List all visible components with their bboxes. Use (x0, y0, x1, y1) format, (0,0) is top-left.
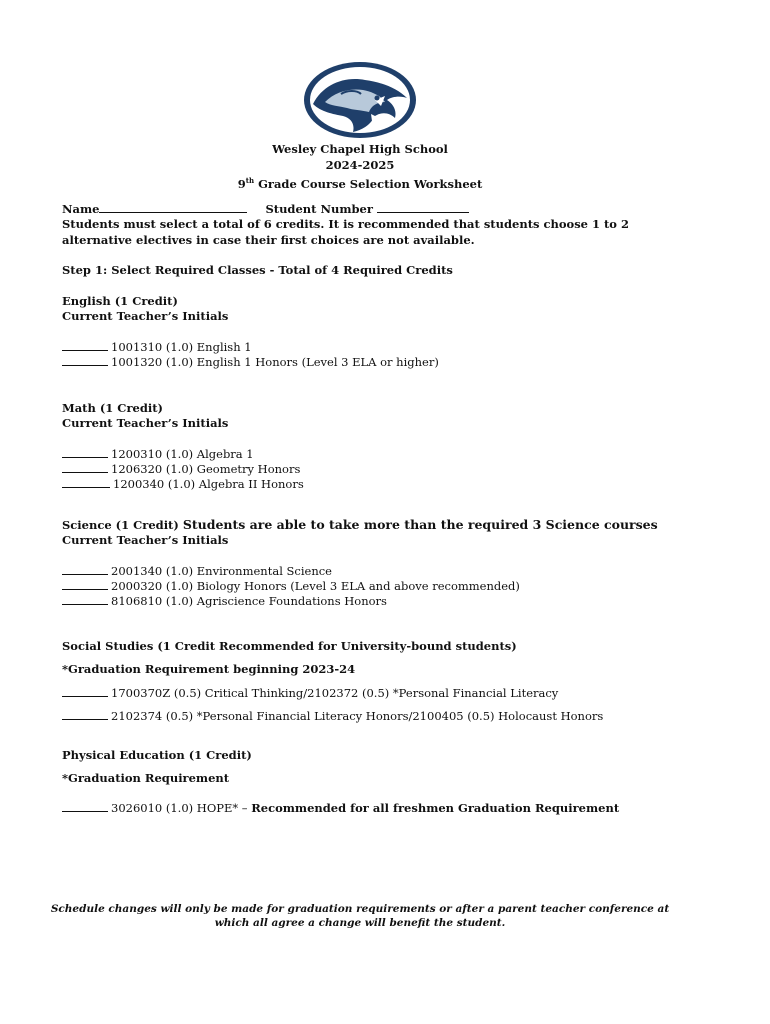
science-initials-label: Current Teacher’s Initials (62, 533, 229, 548)
initials-blank[interactable] (62, 340, 108, 351)
school-logo-image (301, 60, 419, 142)
school-year: 2024-2025 (325, 157, 395, 172)
initials-blank[interactable] (62, 579, 108, 590)
science-heading (62, 517, 702, 533)
initials-blank[interactable] (62, 447, 108, 458)
name-label: Name (62, 202, 100, 216)
course-row (62, 477, 702, 492)
initials-blank[interactable] (62, 801, 108, 812)
course-text: 2000320 (1.0) Biology Honors (Level 3 ELA and above recommended) (111, 579, 520, 594)
course-row (62, 709, 702, 724)
step1-heading: Step 1: Select Required Classes - Total of 4 Required Credits (62, 263, 453, 278)
initials-blank[interactable] (62, 355, 108, 366)
course-row (62, 594, 702, 609)
student-number-field[interactable] (377, 202, 469, 213)
course-text: 8106810 (1.0) Agriscience Foundations Honors (111, 594, 387, 609)
course-text: 1700370Z (0.5) Critical Thinking/2102372 (0.5) *Personal Financial Literacy (111, 685, 559, 700)
course-text: 2001340 (1.0) Environmental Science (111, 563, 332, 578)
schedule-change-note: Schedule changes will only be made for graduation requirements or after a parent teacher conference at which all agree a change will benefit the student. (50, 903, 670, 929)
initials-blank[interactable] (62, 477, 110, 488)
course-row (62, 801, 702, 816)
english-title: English (1 Credit) (62, 293, 178, 308)
pe-title: Physical Education (1 Credit) (62, 747, 252, 762)
initials-blank[interactable] (62, 709, 108, 720)
pe-requirement: *Graduation Requirement (62, 770, 230, 785)
initials-blank[interactable] (62, 462, 108, 473)
grade-number: 9 (237, 176, 246, 191)
course-row (62, 579, 702, 594)
document-header (0, 142, 720, 192)
course-text: 1206320 (1.0) Geometry Honors (111, 462, 301, 477)
english-initials-label: Current Teacher’s Initials (62, 309, 229, 324)
social-requirement: *Graduation Requirement beginning 2023-24 (62, 662, 356, 677)
science-note: Students are able to take more than the required 3 Science courses (182, 516, 658, 532)
course-row (62, 340, 702, 355)
course-text: 2102374 (0.5) *Personal Financial Literacy Honors/2100405 (0.5) Holocaust Honors (111, 708, 604, 723)
math-initials-label: Current Teacher’s Initials (62, 416, 229, 431)
course-row (62, 355, 702, 370)
pe-course-note: Recommended for all freshmen Graduation Requirement (251, 801, 620, 816)
initials-blank[interactable] (62, 686, 108, 697)
course-text: 3026010 (1.0) HOPE* – (111, 801, 252, 816)
science-title: Science (1 Credit) (62, 517, 183, 532)
initials-blank[interactable] (62, 564, 108, 575)
course-row (62, 564, 702, 579)
worksheet-title (0, 173, 720, 192)
course-text: 1001320 (1.0) English 1 Honors (Level 3 ELA or higher) (111, 354, 439, 369)
course-row (62, 686, 702, 701)
course-row (62, 462, 702, 477)
initials-blank[interactable] (62, 594, 108, 605)
worksheet-body (62, 202, 702, 817)
course-row (62, 447, 702, 462)
instructions-text: Students must select a total of 6 credits. It is recommended that students choose 1 to 2 alternative electives in case their first choices are not available. (62, 217, 629, 247)
student-number-label: Student Number (265, 202, 377, 216)
school-name: Wesley Chapel High School (272, 142, 448, 156)
course-text: 1001310 (1.0) English 1 (111, 339, 252, 354)
social-title: Social Studies (1 Credit Recommended for University-bound students) (62, 639, 517, 654)
name-field[interactable] (99, 202, 247, 213)
math-title: Math (1 Credit) (62, 400, 163, 415)
worksheet-title-text: Grade Course Selection Worksheet (254, 176, 483, 191)
name-row (62, 202, 702, 217)
course-text: 1200310 (1.0) Algebra 1 (111, 446, 254, 461)
grade-suffix: th (245, 176, 255, 185)
course-text: 1200340 (1.0) Algebra II Honors (113, 477, 304, 492)
